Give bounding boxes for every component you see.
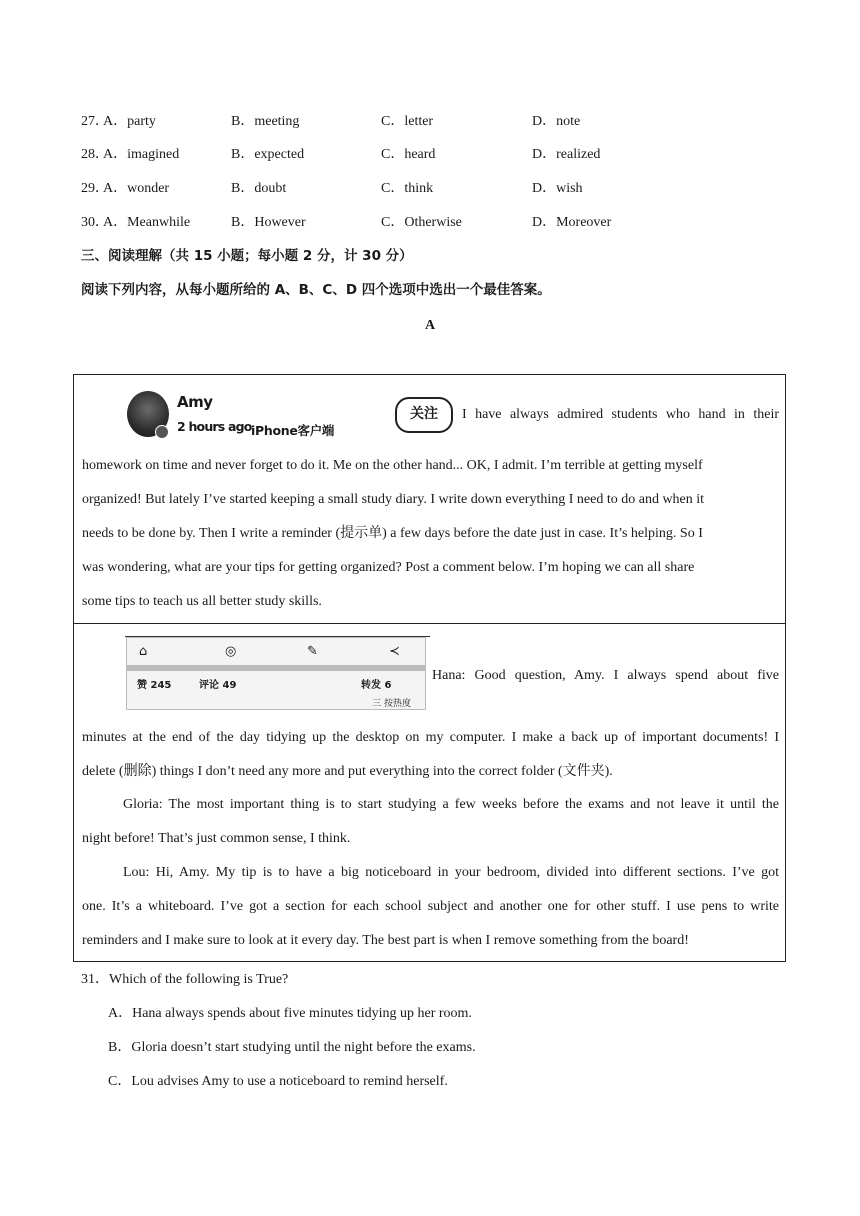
post-device: iPhone客户端 [251, 423, 335, 438]
username[interactable]: Amy [177, 393, 213, 411]
amy-post [73, 374, 786, 624]
reply-line: Lou: Hi, Amy. My tip is to have a big noticeboard in your bedroom, divided into different sections. I’ve got [123, 865, 779, 880]
option-c: C．letter [381, 114, 434, 129]
section-title: 三、阅读理解（共 15 小题；每小题 2 分，计 30 分） [81, 248, 413, 264]
question-number: 30． [81, 215, 109, 230]
hana-first-line: Hana: Good question, Amy. I always spend about five [432, 668, 779, 683]
post-first-line: I have always admired students who hand in their [462, 407, 779, 422]
question-number: 29． [81, 181, 109, 196]
share-icon[interactable]: ≺ [389, 644, 400, 659]
option-c: C．think [381, 181, 434, 196]
option-d: D．realized [532, 147, 601, 162]
like-count[interactable]: 赞 245 [137, 680, 172, 691]
edit-icon[interactable]: ✎ [307, 644, 318, 659]
option-a: A．imagined [103, 147, 180, 162]
reply-line: Gloria: The most important thing is to start studying a few weeks before the exams and not leave it until the [123, 797, 779, 812]
option-d: D．note [532, 114, 581, 129]
passage-label: A [424, 318, 436, 333]
post-line: needs to be done by. Then I write a reminder (提示单) a few days before the date just in case. It’s helping. So I [82, 526, 703, 541]
question-number: 28． [81, 147, 109, 162]
post-header [127, 391, 337, 441]
gloria-reply-first [123, 788, 779, 822]
share-count[interactable]: 转发 6 [361, 680, 392, 691]
replies-box [73, 623, 786, 962]
post-line: organized! But lately I’ve started keeping a small study diary. I write down everything I need to do and when it [82, 492, 705, 507]
verified-icon [155, 425, 169, 439]
reply-line: night before! That’s just common sense, I think. [82, 831, 351, 846]
post-line: was wondering, what are your tips for getting organized? Post a comment below. I’m hoping we can all share [82, 560, 695, 575]
option-a: A．Meanwhile [103, 215, 191, 230]
post-body [82, 449, 779, 619]
lou-reply [82, 890, 779, 958]
option-b: B．doubt [231, 181, 287, 196]
option-c: C．Otherwise [381, 215, 462, 230]
question-number: 27． [81, 114, 109, 129]
post-line: homework on time and never forget to do it. Me on the other hand... OK, I admit. I’m terrible at getting myself [82, 458, 703, 473]
post-line: some tips to teach us all better study skills. [82, 594, 322, 609]
question-31-choice-a: A．Hana always spends about five minutes tidying up her room. [108, 1006, 472, 1021]
repost-icon[interactable]: ⌂ [139, 644, 148, 659]
lou-reply-first [123, 856, 779, 890]
post-time: 2 hours ago [177, 419, 252, 434]
question-31-choice-c: C．Lou advises Amy to use a noticeboard to remind herself. [108, 1074, 448, 1089]
follow-button[interactable]: 关注 [395, 397, 453, 433]
option-b: B．expected [231, 147, 305, 162]
reply-line: delete (删除) things I don’t need any more and put everything into the correct folder (文件夹). [82, 764, 613, 779]
sort-by-popularity[interactable]: 三 按热度 [372, 699, 411, 709]
reply-line: minutes at the end of the day tidying up the desktop on my computer. I make a back up of important documents! I [82, 730, 779, 745]
option-a: A．wonder [103, 181, 170, 196]
hana-reply [82, 721, 779, 789]
option-b: B．meeting [231, 114, 300, 129]
comment-count[interactable]: 评论 49 [199, 680, 237, 691]
reply-line: reminders and I make sure to look at it every day. The best part is when I remove something from the board! [82, 933, 689, 948]
option-a: A．party [103, 114, 156, 129]
option-c: C．heard [381, 147, 436, 162]
option-d: D．wish [532, 181, 583, 196]
comment-icon[interactable]: ◎ [225, 644, 237, 659]
question-31-choice-b: B．Gloria doesn’t start studying until the night before the exams. [108, 1040, 476, 1055]
gloria-reply [82, 822, 779, 856]
option-d: D．Moreover [532, 215, 612, 230]
question-31-stem: 31．Which of the following is True? [81, 972, 289, 987]
section-instruction: 阅读下列内容，从每小题所给的 A、B、C、D 四个选项中选出一个最佳答案。 [81, 282, 551, 298]
reply-line: one. It’s a whiteboard. I’ve got a section for each school subject and another one for other stuff. I use pens to write [82, 899, 779, 914]
option-b: B．However [231, 215, 306, 230]
post-action-bar [126, 637, 426, 710]
